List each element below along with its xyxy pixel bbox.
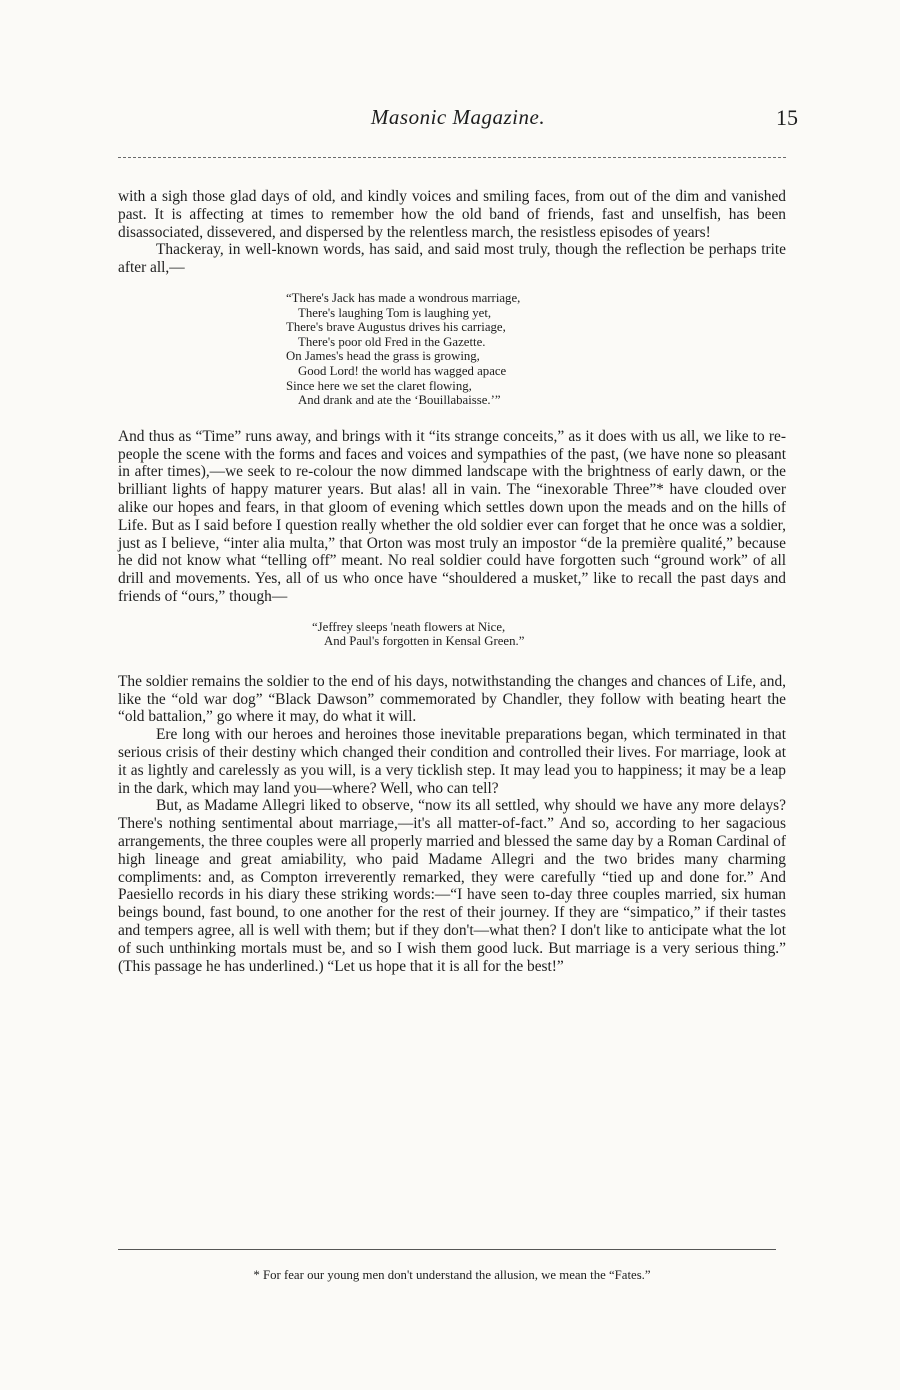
- paragraph-2: Thackeray, in well-known words, has said, and said most truly, though the reflection be perhaps trite after all,—: [118, 241, 786, 277]
- running-title: Masonic Magazine.: [370, 105, 546, 129]
- verse-line: Since here we set the claret flowing,: [286, 378, 472, 393]
- footnote-rule: [118, 1249, 776, 1250]
- verse-line: And drank and ate the ‘Bouillabaisse.’”: [298, 393, 501, 408]
- verse-line: There's laughing Tom is laughing yet,: [298, 305, 492, 320]
- header-rule: [118, 157, 786, 158]
- verse-line: And Paul's forgotten in Kensal Green.”: [324, 634, 525, 649]
- footnote: * For fear our young men don't understand the allusion, we mean the “Fates.”: [253, 1268, 651, 1282]
- verse-quotation-thackeray: [118, 291, 786, 408]
- paragraph-4: The soldier remains the soldier to the end of his days, notwithstanding the changes and chances of Life, and, like the “old war dog” “Black Dawson” commemorated by Chandler, they follow with beating heart the “old battalion,” go where it may, do what it will.: [118, 672, 786, 726]
- verse-quotation-jeffrey: [118, 620, 786, 649]
- article-body: [118, 188, 786, 975]
- verse-line: “Jeffrey sleeps 'neath flowers at Nice,: [312, 619, 506, 634]
- page-number: 15: [776, 105, 798, 130]
- paragraph-3: And thus as “Time” runs away, and brings with it “its strange conceits,” as it does with us all, we like to re-people the scene with the forms and faces and voices and sympathies of the past, (we have none so pleasant in after times),—we seek to re-colour the now dimmed landscape with the brightness of early dawn, or the brilliant lights of happy maturer years. But alas! all in vain. The “inexorable Three”* have clouded over alike our hopes and fears, in that gloom of evening which settles down upon the meads and on the hills of Life. But as I said before I question really whether the old soldier ever can forget that he once was a soldier, just as I believe, “inter alia multa,” that Orton was most truly an impostor “de la première qualité,” because he did not know what “telling off” meant. No real soldier could have forgotten such “ground work” of all drill and movements. Yes, all of us who once have “shouldered a musket,” like to recall the past days and friends of “ours,” though—: [118, 427, 786, 605]
- verse-line: There's poor old Fred in the Gazette.: [298, 334, 486, 349]
- paragraph-5: Ere long with our heroes and heroines those inevitable preparations began, which terminated in that serious crisis of their destiny which changed their condition and controlled their lives. For marriage, look at it as lightly and carelessly as you will, is a very ticklish step. It may lead you to happiness; it may be a leap in the dark, which may land you—where? Well, who can tell?: [118, 726, 786, 797]
- verse-line: Good Lord! the world has wagged apace: [298, 363, 507, 378]
- running-head: [118, 105, 798, 137]
- verse-line: “There's Jack has made a wondrous marriage,: [286, 290, 521, 305]
- verse-line: On James's head the grass is growing,: [286, 349, 480, 364]
- verse-line: There's brave Augustus drives his carriage,: [286, 320, 506, 335]
- paragraph-1: with a sigh those glad days of old, and kindly voices and smiling faces, from out of the dim and vanished past. It is affecting at times to remember how the old band of friends, fast and unselfish, has been disassociated, dissevered, and dispersed by the relentless march, the resistless episodes of years!: [118, 188, 786, 241]
- paragraph-6: But, as Madame Allegri liked to observe, “now its all settled, why should we have any more delays? There's nothing sentimental about marriage,—it's all matter-of-fact.” And so, according to her sagacious arrangements, the three couples were all properly married and blessed the same day by a Roman Cardinal of high lineage and great amiability, who paid Madame Allegri and the two brides many charming compliments: and, as Compton irreverently remarked, they were carefully “tied up and done for.” And Paesiello records in his diary these striking words:—“I have seen to-day three couples married, six human beings bound, fast bound, to one another for the rest of their journey. If they are “simpatico,” if their tastes and tempers agree, all is well with them; but if they don't—what then? I don't like to anticipate what the lot of such unthinking mortals must be, and so I wish them good luck. But marriage is a very serious thing.” (This passage he has underlined.) “Let us hope that it is all for the best!”: [118, 797, 786, 975]
